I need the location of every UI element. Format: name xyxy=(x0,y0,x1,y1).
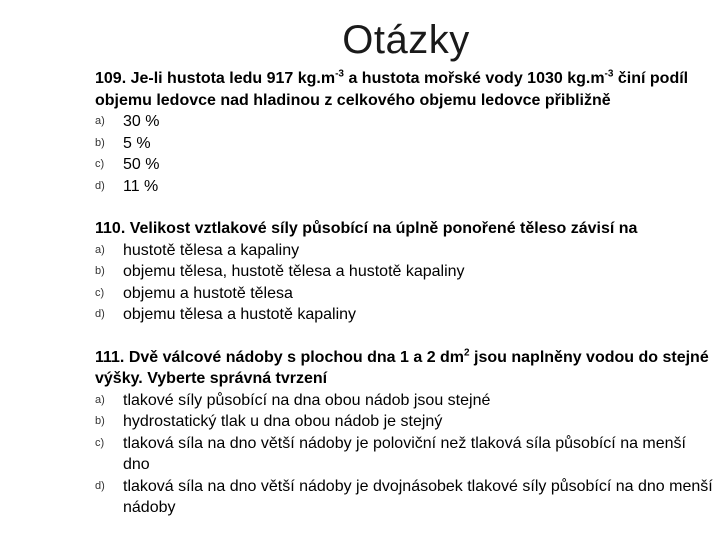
option-marker: b) xyxy=(95,136,105,149)
option-c xyxy=(95,283,715,305)
question-109 xyxy=(95,68,715,197)
option-marker: d) xyxy=(95,308,105,320)
option-d xyxy=(95,304,715,326)
option-text: hustotě tělesa a kapaliny xyxy=(123,241,300,259)
option-a xyxy=(95,240,715,262)
option-marker: c) xyxy=(95,436,105,449)
question-text-part: a hustota mořské vody 1030 kg.m xyxy=(344,70,605,87)
option-b xyxy=(95,411,715,433)
question-text xyxy=(95,347,715,390)
options-list xyxy=(95,240,715,326)
question-text-part: činí podíl objemu ledovce nad hladinou z celkového objemu ledovce přibližně xyxy=(95,70,689,109)
question-text-part: 111. Dvě válcové nádoby s plochou dna 1 a 2 dm xyxy=(95,348,465,366)
option-text: 5 % xyxy=(123,134,151,152)
option-marker: b) xyxy=(95,415,105,427)
option-d xyxy=(95,476,715,519)
page-title: Otázky xyxy=(342,18,470,62)
questions-list xyxy=(95,68,715,540)
options-list xyxy=(95,111,715,197)
option-c xyxy=(95,433,715,476)
option-text: 30 % xyxy=(123,113,160,130)
option-marker: d) xyxy=(95,179,105,192)
option-b xyxy=(95,261,715,283)
question-110 xyxy=(95,218,715,326)
option-marker: c) xyxy=(95,286,105,299)
question-text-part: jsou naplněny vodou do stejné výšky. Vyberte správná tvrzení xyxy=(95,348,709,387)
option-text: objemu tělesa a hustotě kapaliny xyxy=(123,306,357,323)
option-a xyxy=(95,390,715,412)
option-text: 50 % xyxy=(123,156,160,173)
options-list xyxy=(95,390,715,519)
superscript: -3 xyxy=(604,68,614,80)
question-111 xyxy=(95,347,715,519)
option-marker: c) xyxy=(95,158,105,170)
option-b xyxy=(95,133,715,155)
option-text: hydrostatický tlak u dna obou nádob je stejný xyxy=(123,413,443,430)
option-text: objemu a hustotě tělesa xyxy=(123,284,293,302)
question-text: 110. Velikost vztlakové síly působící na úplně ponořené těleso závisí na xyxy=(95,220,638,237)
option-c xyxy=(95,154,715,176)
question-text-part: 109. Je-li hustota ledu 917 kg.m xyxy=(95,70,336,87)
option-text: objemu tělesa, hustotě tělesa a hustotě kapaliny xyxy=(123,263,465,280)
option-d xyxy=(95,176,715,198)
superscript: 2 xyxy=(464,347,470,359)
option-marker: a) xyxy=(95,393,105,406)
option-text: tlaková síla na dno větší nádoby je dvojnásobek tlakové síly působící na dno menší nádoby xyxy=(123,477,713,516)
option-text: tlakové síly působící na dna obou nádob jsou stejné xyxy=(123,391,491,409)
option-marker: d) xyxy=(95,479,105,492)
question-text xyxy=(95,68,715,111)
option-text: tlaková síla na dno větší nádoby je poloviční než tlaková síla působící na menší dno xyxy=(123,434,686,473)
option-marker: b) xyxy=(95,265,105,277)
option-marker: a) xyxy=(95,243,105,256)
option-marker: a) xyxy=(95,115,105,127)
option-text: 11 % xyxy=(123,177,159,195)
superscript: -3 xyxy=(335,68,344,80)
option-a xyxy=(95,111,715,133)
